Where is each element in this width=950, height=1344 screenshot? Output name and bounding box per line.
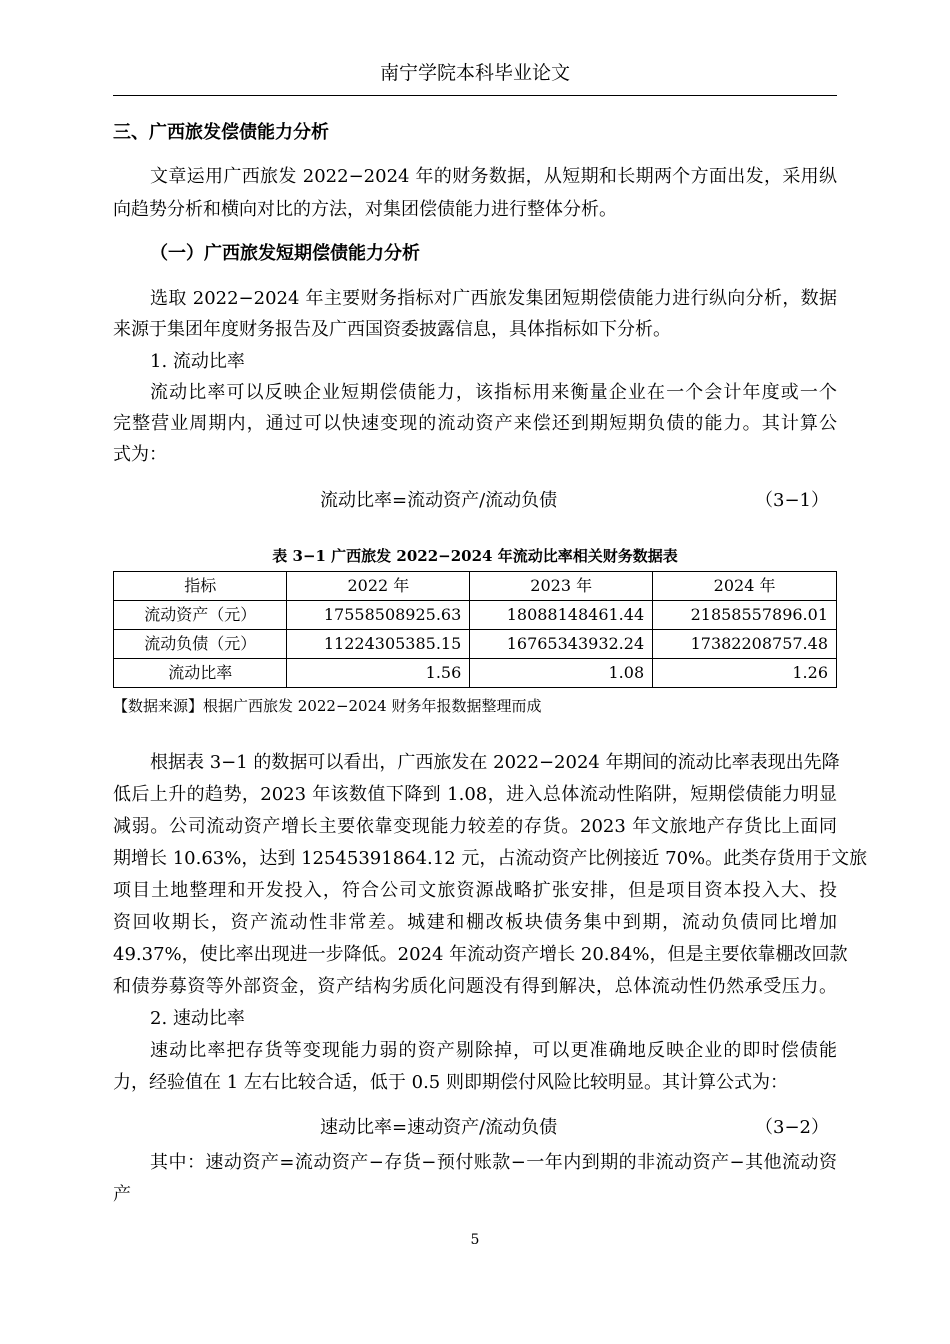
analysis-line-7: 49.37%，使比率出现进一步降低。2024 年流动资产增长 20.84%，但是主要依靠棚改回款 [113,944,848,965]
financial-data-table [113,571,837,688]
formula-number: （3−1） [755,490,829,511]
table-cell: 21858557896.01 [653,601,837,630]
table-cell: 1.26 [653,659,837,688]
analysis-line-3: 减弱。公司流动资产增长主要依靠变现能力较差的存货。2023 年文旅地产存货比上面同 [113,816,837,837]
table-row [114,630,837,659]
table-header-cell: 2024 年 [653,572,837,601]
note-line-1: 其中：速动资产=流动资产−存货−预付账款−一年内到期的非流动资产−其他流动资 [150,1152,837,1173]
running-header: 南宁学院本科毕业论文 [379,62,570,84]
analysis-line-6: 资回收期长，资产流动性非常差。城建和棚改板块债务集中到期，流动负债同比增加 [113,912,837,933]
analysis-line-1: 根据表 3−1 的数据可以看出，广西旅发在 2022−2024 年期间的流动比率表现出先降 [150,752,840,773]
intro-line-2: 向趋势分析和横向对比的方法，对集团偿债能力进行整体分析。 [113,199,617,220]
table-cell: 1.56 [287,659,470,688]
table-header-cell: 指标 [114,572,287,601]
item1-title: 1. 流动比率 [150,351,245,372]
item2-line-1: 速动比率把存货等变现能力弱的资产剔除掉，可以更准确地反映企业的即时偿债能 [150,1040,837,1061]
formula-number: （3−2） [755,1117,829,1138]
table-cell: 流动比率 [114,659,287,688]
subsection-heading: （一）广西旅发短期偿债能力分析 [150,243,420,264]
item1-line-3: 式为： [113,444,167,465]
section-heading: 三、广西旅发偿债能力分析 [113,122,329,143]
item2-title: 2. 速动比率 [150,1008,245,1029]
table-cell: 17558508925.63 [287,601,470,630]
table-row [114,659,837,688]
selection-line-1: 选取 2022−2024 年主要财务指标对广西旅发集团短期偿债能力进行纵向分析，数据 [150,288,837,309]
formula-expression: 流动比率=流动资产/流动负债 [320,490,558,511]
table-cell: 11224305385.15 [287,630,470,659]
analysis-line-8: 和债券募资等外部资金，资产结构劣质化问题没有得到解决，总体流动性仍然承受压力。 [113,976,837,997]
table-caption: 表 3−1 广西旅发 2022−2024 年流动比率相关财务数据表 [272,547,678,565]
item1-line-2: 完整营业周期内，通过可以快速变现的流动资产来偿还到期短期负债的能力。其计算公 [113,413,837,434]
page-number: 5 [470,1232,480,1248]
intro-line-1: 文章运用广西旅发 2022−2024 年的财务数据，从短期和长期两个方面出发，采用纵 [150,166,837,187]
table-row [114,601,837,630]
table-cell: 18088148461.44 [470,601,653,630]
table-cell: 17382208757.48 [653,630,837,659]
table-cell: 流动负债（元） [114,630,287,659]
note-line-2: 产 [113,1184,131,1205]
analysis-line-4: 期增长 10.63%，达到 12545391864.12 元，占流动资产比例接近 70%。此类存货用于文旅 [113,848,868,869]
formula-expression: 速动比率=速动资产/流动负债 [320,1117,558,1138]
analysis-line-5: 项目土地整理和开发投入，符合公司文旅资源战略扩张安排，但是项目资本投入大、投 [113,880,837,901]
selection-line-2: 来源于集团年度财务报告及广西国资委披露信息，具体指标如下分析。 [113,319,671,340]
item1-line-1: 流动比率可以反映企业短期偿债能力，该指标用来衡量企业在一个会计年度或一个 [150,382,837,403]
item2-line-2: 力，经验值在 1 左右比较合适，低于 0.5 则即期偿付风险比较明显。其计算公式为： [113,1072,788,1093]
table-header-cell: 2022 年 [287,572,470,601]
table-cell: 1.08 [470,659,653,688]
table-source-note: 【数据来源】根据广西旅发 2022−2024 财务年报数据整理而成 [113,697,542,715]
table-header-row [114,572,837,601]
table-cell: 流动资产（元） [114,601,287,630]
table-header-cell: 2023 年 [470,572,653,601]
analysis-line-2: 低后上升的趋势，2023 年该数值下降到 1.08，进入总体流动性陷阱，短期偿债能力明显 [113,784,837,805]
header-rule [113,95,837,96]
table-cell: 16765343932.24 [470,630,653,659]
